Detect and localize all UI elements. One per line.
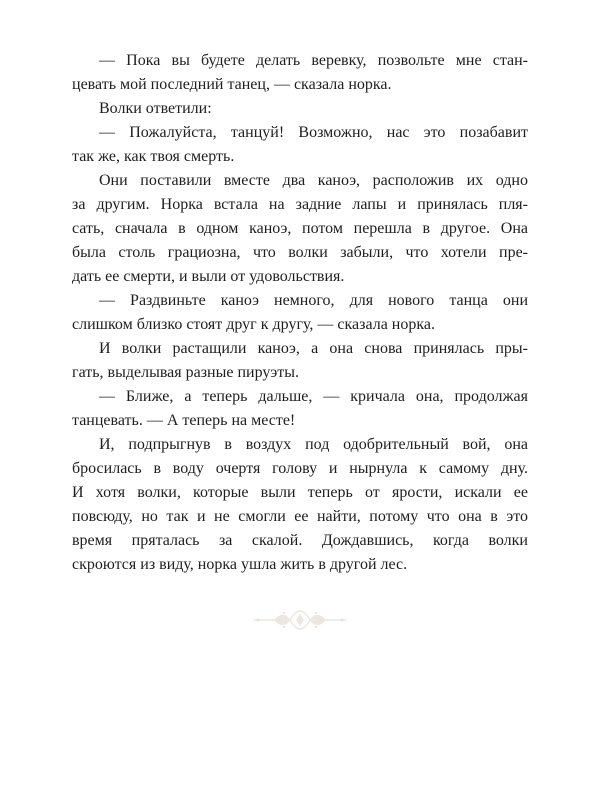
text-line: — Пока вы будете делать веревку, позвольте мне стан- <box>99 52 528 69</box>
text-line: повсюду, но так и не смогли ее найти, потому что она в это <box>72 508 528 525</box>
paragraph <box>72 433 528 577</box>
text-line: танцевать. — А теперь на месте! <box>72 412 296 429</box>
page-text <box>72 49 528 577</box>
paragraph <box>72 49 528 97</box>
text-line: Волки ответили: <box>99 100 212 117</box>
text-line: — Ближе, а теперь дальше, — кричала она, продолжая <box>99 388 528 405</box>
text-line: слишком близко стоят друг к другу, — сказала норка. <box>72 316 435 333</box>
text-line: была столь грациозна, что волки забыли, что хотели пре- <box>72 244 528 261</box>
text-line: бросилась в воду очертя голову и нырнула к самому дну. <box>72 460 528 477</box>
text-line: И волки растащили каноэ, а она снова принялась пры- <box>99 340 528 357</box>
paragraph <box>72 97 528 121</box>
text-line: за другим. Норка встала на задние лапы и принялась пля- <box>72 196 528 213</box>
paragraph <box>72 169 528 289</box>
text-line: сать, сначала в одном каноэ, потом перешла в другое. Она <box>72 220 528 237</box>
text-line: — Раздвиньте каноэ немного, для нового танца они <box>99 292 528 309</box>
paragraph <box>72 289 528 337</box>
text-line: Они поставили вместе два каноэ, расположив их одно <box>99 172 528 189</box>
text-line: цевать мой последний танец, — сказала норка. <box>72 76 392 93</box>
floral-divider-icon <box>250 608 350 632</box>
paragraph <box>72 337 528 385</box>
text-line: — Пожалуйста, танцуй! Возможно, нас это позабавит <box>99 124 528 141</box>
text-line: скроются из виду, норка ушла жить в другой лес. <box>72 556 408 573</box>
text-line: И хотя волки, которые выли теперь от ярости, искали ее <box>72 484 528 501</box>
text-line: гать, выделывая разные пируэты. <box>72 364 299 381</box>
text-line: И, подпрыгнув в воздух под одобрительный вой, она <box>99 436 528 453</box>
text-line: время пряталась за скалой. Дождавшись, когда волки <box>72 532 528 549</box>
paragraph <box>72 385 528 433</box>
text-line: дать ее смерти, и выли от удовольствия. <box>72 268 345 285</box>
text-line: так же, как твоя смерть. <box>72 148 235 165</box>
paragraph <box>72 121 528 169</box>
